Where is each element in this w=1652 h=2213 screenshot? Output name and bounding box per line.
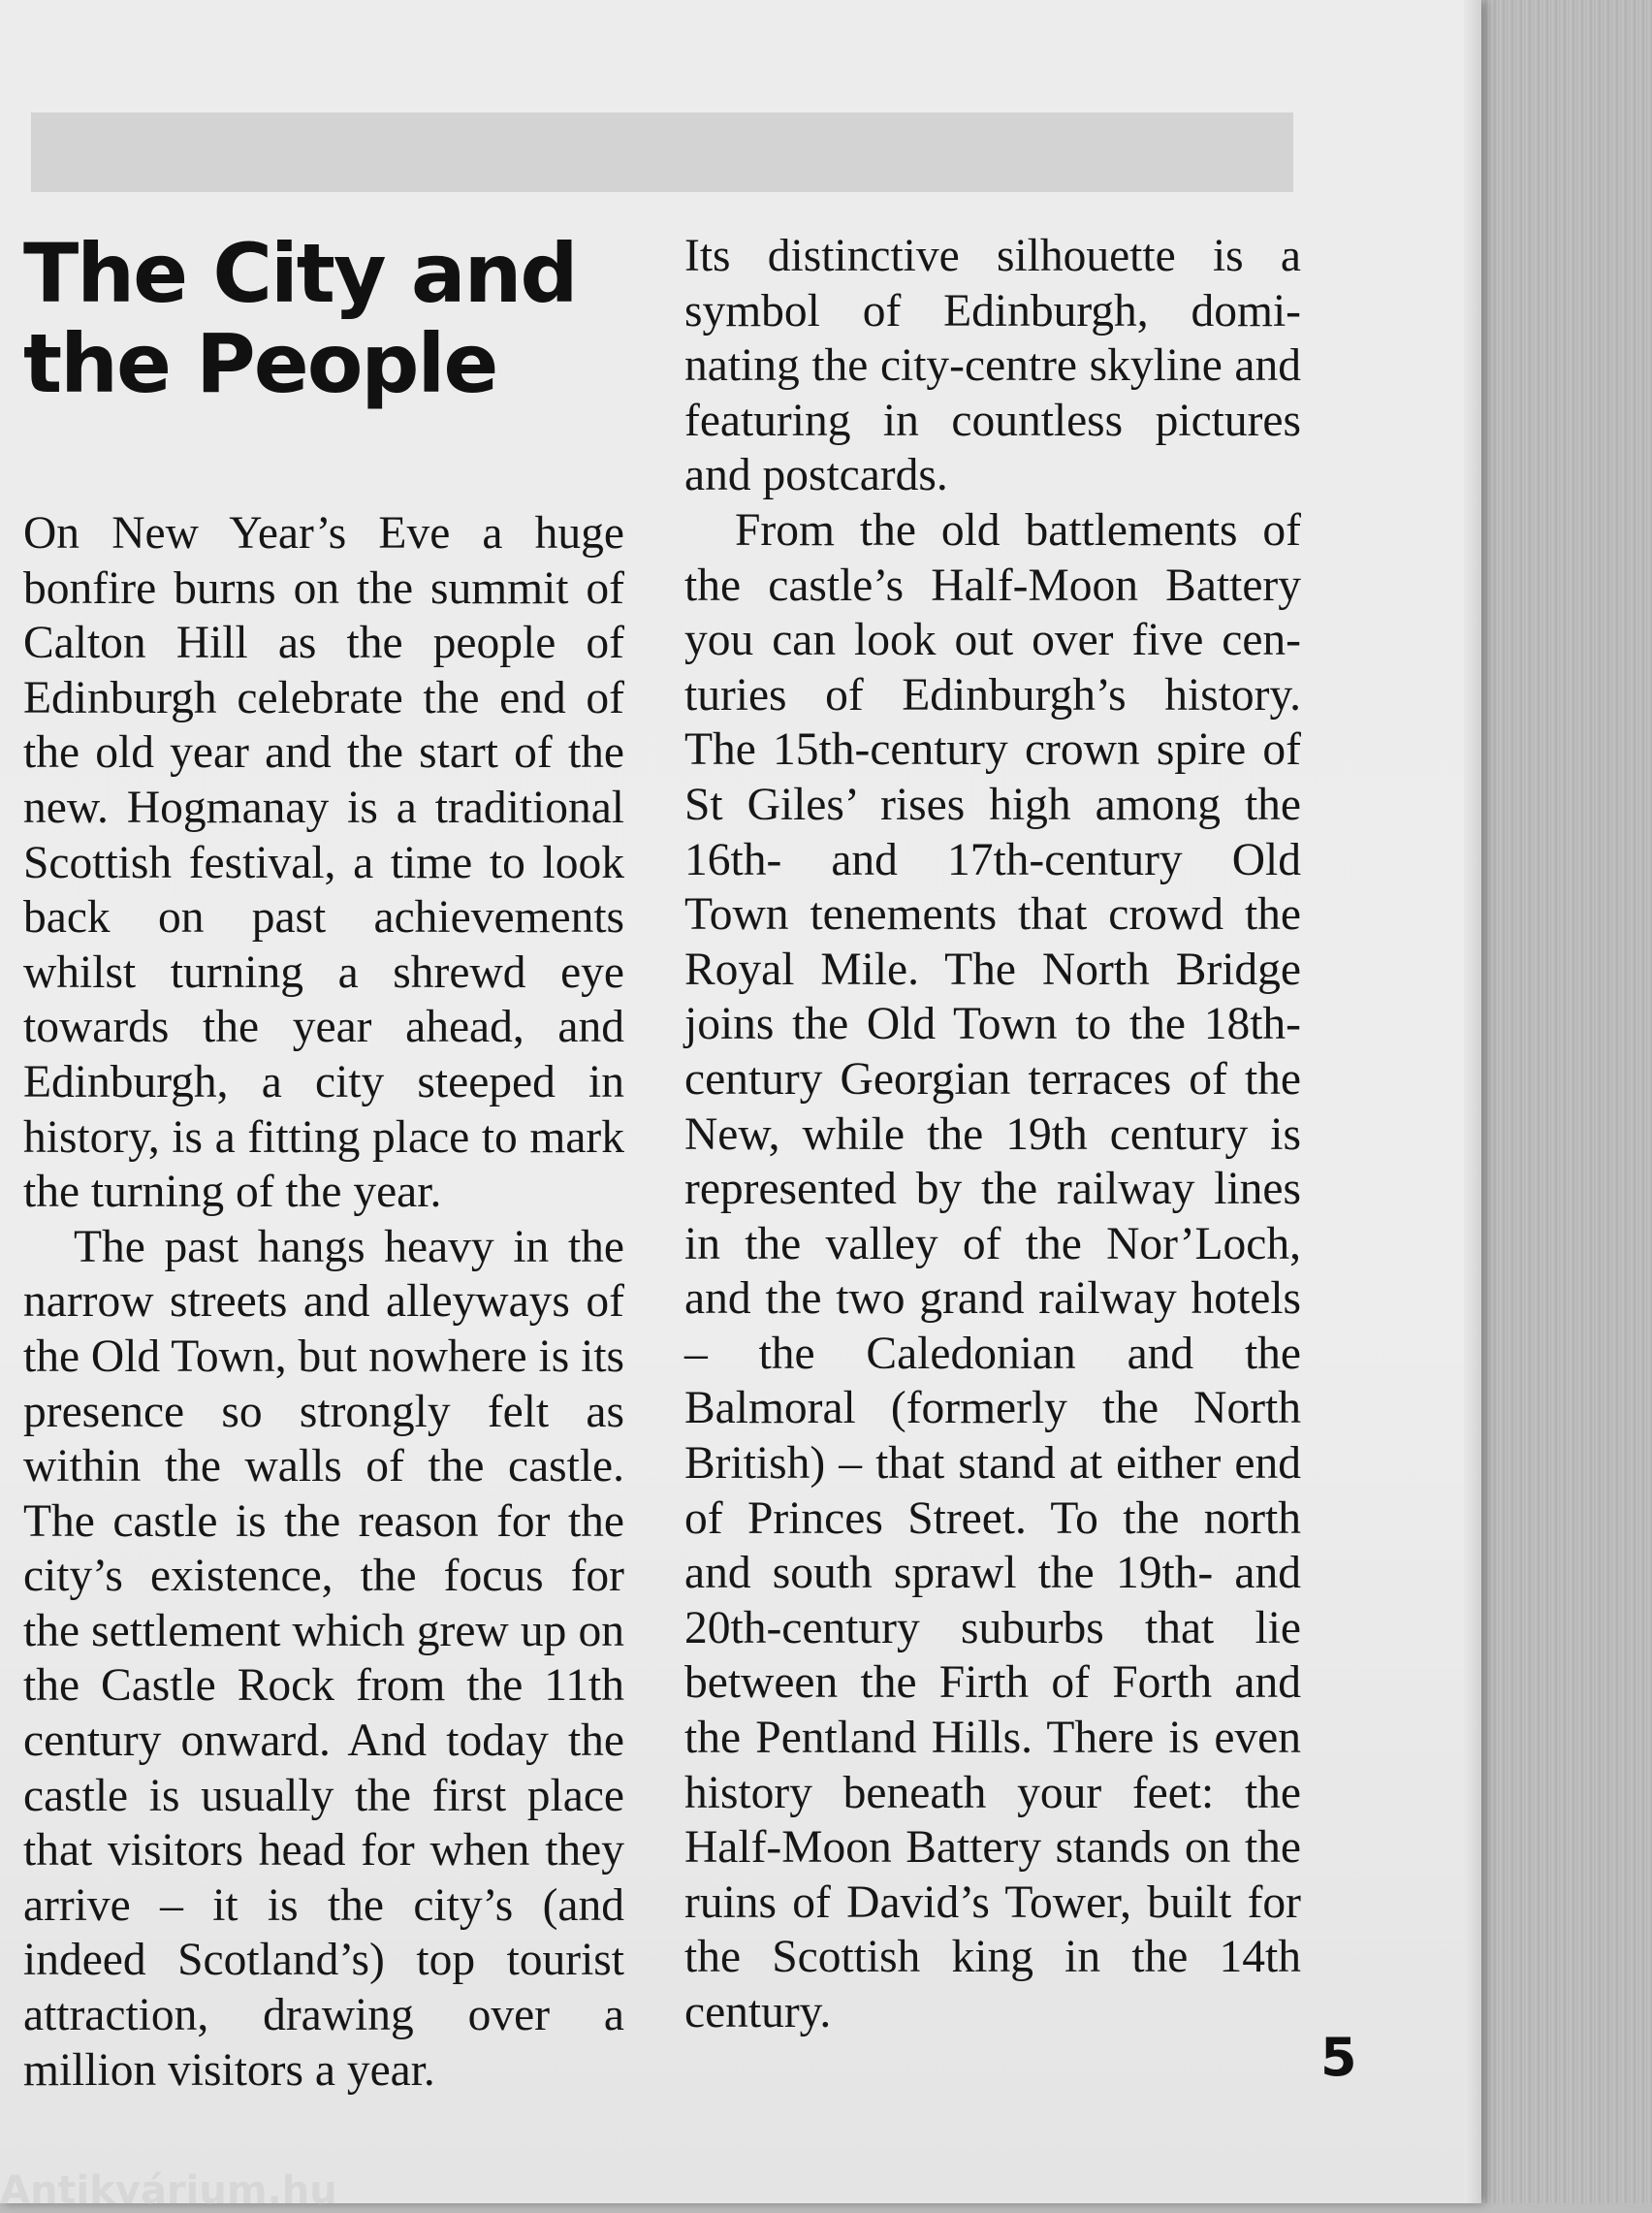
page-title <box>23 226 644 411</box>
watermark: Antikvárium.hu <box>0 2168 337 2213</box>
body-paragraph: On New Year’s Eve a huge bonfire burns on the summit of Calton Hill as the people of Edinburgh celebrate the end of the old year and the start of the new. Hogmanay is a traditional Scottish festival, a time to look back on past achievements whilst turning a shrewd eye towards the year ahead, and Edinburgh, a city steeped in history, is a fitting place to mark the turning of the year. <box>23 508 624 1218</box>
page-number: 5 <box>1320 2027 1357 2088</box>
title-line-2: the People <box>23 316 497 411</box>
background-surface <box>1454 0 1652 2203</box>
header-band <box>31 112 1293 192</box>
body-paragraph: The past hangs heavy in the narrow streets and alleyways of the Old Town, but nowhere is its presence so strongly felt as within the walls of the castle. The castle is the reason for the city’s existence, the focus for the settlement which grew up on the Castle Rock from the 11th century onward. And today the castle is usually the first place that visitors head for when they arrive – it is the city’s (and indeed Scotland’s) top tourist attraction, drawing over a million visitors a year. <box>23 1221 624 2096</box>
left-text-column <box>23 506 624 2098</box>
title-line-1: The City and <box>23 226 577 321</box>
right-text-column <box>684 229 1301 2040</box>
body-paragraph: From the old battlements of the castle’s Half-Moon Battery you can look out over five centuries of Edinburgh’s history. The 15th-century crown spire of St Giles’ rises high among the 16th- and 17th-century Old Town tenements that crowd the Royal Mile. The North Bridge joins the Old Town to the 18th-century Georgian terraces of the New, while the 19th century is represented by the railway lines in the valley of the Nor’Loch, and the two grand railway hotels – the Caledonian and the Balmoral (formerly the North British) – that stand at either end of Princes Street. To the north and south sprawl the 19th- and 20th-century suburbs that lie between the Firth of Forth and the Pentland Hills. There is even history beneath your feet: the Half-Moon Battery stands on the ruins of David’s Tower, built for the Scottish king in the 14th century. <box>684 504 1301 2037</box>
body-paragraph: Its distinctive silhouette is a symbol of Edinburgh, dominating the city-centre skyline and featuring in countless pictures and postcards. <box>684 231 1301 501</box>
page-edge <box>1464 0 1481 2203</box>
